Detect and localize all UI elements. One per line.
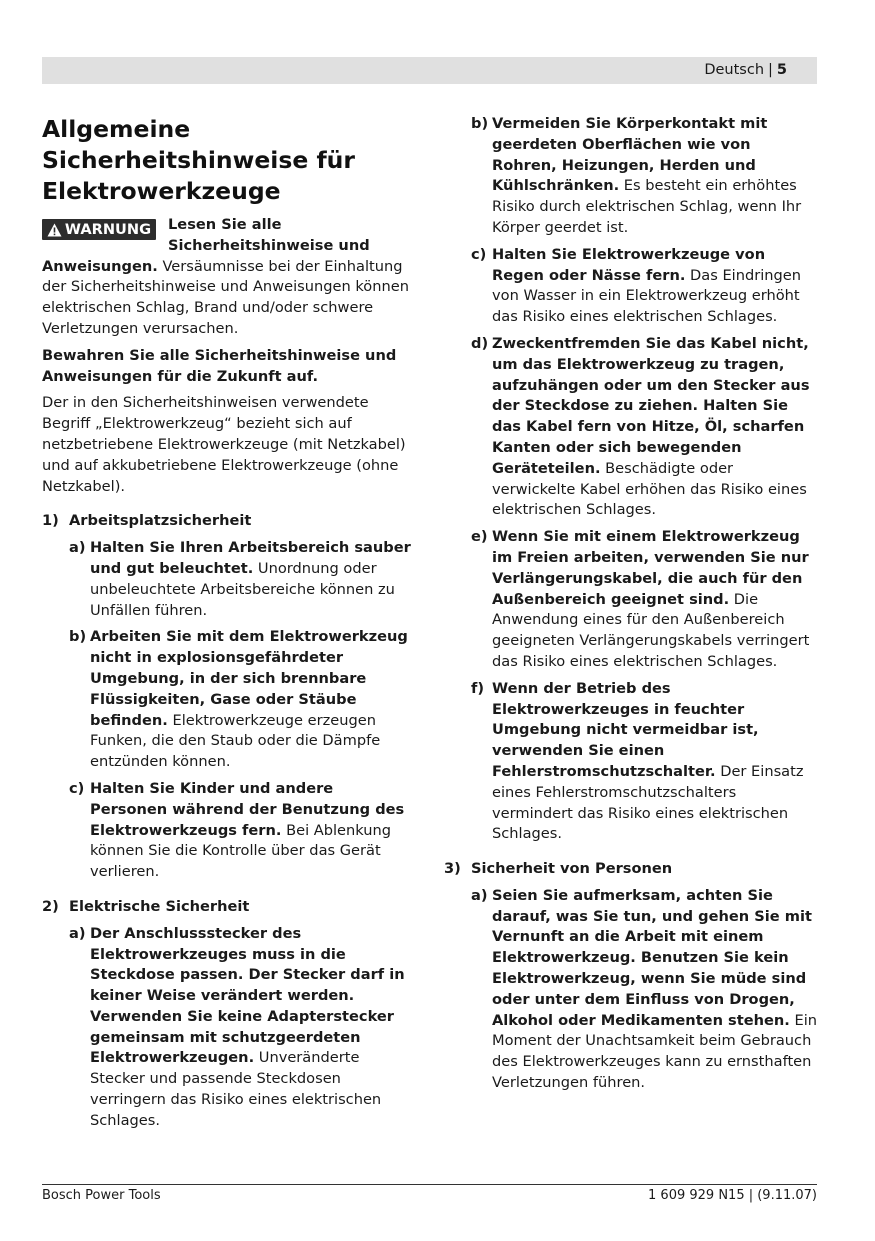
list-item <box>69 924 412 1132</box>
item-body <box>492 245 818 328</box>
header-separator: | <box>768 62 773 78</box>
item-letter: c) <box>471 245 487 263</box>
item-text: Es besteht ein erhöhtes Risiko durch elektrischen Schlag, wenn Ihr Körper geerdet ist. <box>492 177 802 236</box>
right-column <box>444 114 818 1100</box>
item-bold: Halten Sie Elektrowerkzeuge von Regen oder Nässe fern. <box>492 245 766 284</box>
item-letter: a) <box>471 886 488 904</box>
footer-brand: Bosch Power Tools <box>42 1188 161 1203</box>
page-title <box>42 114 412 207</box>
title-line-1: Allgemeine <box>42 115 191 143</box>
item-letter: f) <box>471 679 485 697</box>
item-body <box>90 779 412 883</box>
section-number: 1) <box>42 512 59 530</box>
item-letter: d) <box>471 334 489 352</box>
item-bold: Der Anschlussstecker des Elektrowerkzeuges muss in die Steckdose passen. Der Stecker darf in keiner Weise verändert werden. Verwenden Sie keine Adapterstecker gemeinsam mit schutzgeerdeten Elektrowerkzeugen. <box>90 924 405 1067</box>
item-letter: c) <box>69 779 85 797</box>
list-item <box>69 779 412 883</box>
section-heading <box>42 511 412 532</box>
item-bold: Wenn der Betrieb des Elektrowerkzeuges in feuchter Umgebung nicht vermeidbar ist, verwenden Sie einen Fehlerstromschutzschalter. <box>492 679 759 780</box>
item-bold: Wenn Sie mit einem Elektrowerkzeug im Freien arbeiten, verwenden Sie nur Verlängerungskabel, die auch für den Außenbereich geeignet sind. <box>492 528 809 608</box>
warning-paragraph <box>42 215 412 340</box>
page-number: 5 <box>776 62 787 78</box>
keep-notice-text: Bewahren Sie alle Sicherheitshinweise und Anweisungen für die Zukunft auf. <box>42 346 397 385</box>
definition-paragraph: Der in den Sicherheitshinweisen verwendete Begriff „Elektrowerkzeug“ bezieht sich auf netzbetriebene Elektrowerkzeuge (mit Netzkabel) und auf akkubetriebene Elektrowerkzeuge (ohne Netzkabel). <box>42 394 406 495</box>
section-2 <box>42 897 412 1132</box>
item-letter: b) <box>471 115 489 132</box>
section-number: 2) <box>42 897 59 915</box>
item-letter: e) <box>471 528 488 546</box>
left-column <box>42 114 412 1138</box>
keep-notice <box>42 346 412 388</box>
section-1 <box>42 511 412 883</box>
list-item <box>471 527 818 673</box>
item-body <box>492 114 818 239</box>
list-item <box>471 114 818 239</box>
item-body <box>90 924 412 1132</box>
section-items <box>444 886 818 1094</box>
item-letter: a) <box>69 539 86 557</box>
warning-badge <box>42 219 156 240</box>
list-item <box>471 679 818 845</box>
item-letter: b) <box>69 628 87 646</box>
warning-badge-label: WARNUNG <box>64 221 152 238</box>
section-heading <box>42 897 412 918</box>
section-items <box>42 538 412 883</box>
item-text: Die Anwendung eines für den Außenbereich geeigneten Verlängerungskabels verringert das Risiko eines elektrischen Schlages. <box>492 590 810 670</box>
footer-divider <box>42 1184 817 1185</box>
item-bold: Arbeiten Sie mit dem Elektrowerkzeug nicht in explosionsgefährdeter Umgebung, in der sich brennbare Flüssigkeiten, Gase oder Stäube befinden. <box>90 628 408 729</box>
item-bold: Vermeiden Sie Körperkontakt mit geerdeten Oberflächen wie von Rohren, Heizungen, Herden und Kühlschränken. <box>492 115 768 195</box>
list-item <box>471 334 818 521</box>
section-title: Sicherheit von Personen <box>471 860 673 878</box>
item-bold: Halten Sie Ihren Arbeitsbereich sauber und gut beleuchtet. <box>90 539 411 577</box>
item-body <box>492 886 818 1094</box>
item-bold: Zweckentfremden Sie das Kabel nicht, um das Elektrowerkzeug zu tragen, aufzuhängen oder um den Stecker aus der Steckdose zu ziehen. Halten Sie das Kabel fern von Hitze, Öl, scharfen Kanten oder sich bewegenden Geräteteilen. <box>492 334 810 477</box>
item-text: Beschädigte oder verwickelte Kabel erhöhen das Risiko eines elektrischen Schlages. <box>492 459 807 519</box>
item-bold: Seien Sie aufmerksam, achten Sie darauf, was Sie tun, und gehen Sie mit Vernunft an die Arbeit mit einem Elektrowerkzeug. Benutzen Sie kein Elektrowerkzeug, wenn Sie müde sind oder unter dem Einfluss von Drogen, Alkohol oder Medikamenten stehen. <box>492 886 812 1029</box>
item-text: Elektrowerkzeuge erzeugen Funken, die den Staub oder die Dämpfe entzünden können. <box>90 711 381 771</box>
list-item <box>69 538 412 621</box>
warning-triangle-icon <box>47 223 62 237</box>
section-title: Arbeitsplatzsicherheit <box>69 512 252 530</box>
page-header <box>42 57 817 84</box>
list-item <box>471 886 818 1094</box>
item-text: Unordnung oder unbeleuchtete Arbeitsbereiche können zu Unfällen führen. <box>90 559 395 619</box>
item-letter: a) <box>69 924 86 942</box>
item-text: Ein Moment der Unachtsamkeit beim Gebrauch des Elektrowerkzeuges kann zu ernsthaften Verletzungen führen. <box>492 1011 817 1092</box>
section-2-continued <box>444 114 818 845</box>
item-text: Bei Ablenkung können Sie die Kontrolle über das Gerät verlieren. <box>90 821 392 881</box>
warning-lead: Lesen Sie alle Sicherheitshinweise und Anweisungen. <box>42 216 370 275</box>
section-title: Elektrische Sicherheit <box>69 897 250 915</box>
section-number: 3) <box>444 860 461 878</box>
title-line-3: Elektrowerkzeuge <box>42 177 281 205</box>
section-heading <box>444 859 818 880</box>
item-body <box>90 538 412 621</box>
item-body <box>492 679 818 845</box>
section-items <box>42 924 412 1132</box>
header-language: Deutsch <box>704 62 765 78</box>
item-text: Unveränderte Stecker und passende Steckdosen verringern das Risiko eines elektrischen Schlages. <box>90 1049 382 1129</box>
item-text: Der Einsatz eines Fehlerstromschutzschalters vermindert das Risiko eines elektrischen Schlages. <box>492 762 804 843</box>
item-body <box>90 627 412 773</box>
item-body <box>492 334 818 521</box>
list-item <box>69 627 412 773</box>
warning-body: Versäumnisse bei der Einhaltung der Sicherheitshinweise und Anweisungen können elektrischen Schlag, Brand und/oder schwere Verletzungen verursachen. <box>42 257 409 337</box>
list-item <box>471 245 818 328</box>
item-text: Das Eindringen von Wasser in ein Elektrowerkzeug erhöht das Risiko eines elektrischen Schlages. <box>492 266 802 326</box>
footer-code: 1 609 929 N15 | (9.11.07) <box>648 1188 817 1203</box>
item-body <box>492 527 818 673</box>
title-line-2: Sicherheitshinweise für <box>42 146 355 174</box>
section-3 <box>444 859 818 1094</box>
item-bold: Halten Sie Kinder und andere Personen während der Benutzung des Elektrowerkzeugs fern. <box>90 779 405 839</box>
